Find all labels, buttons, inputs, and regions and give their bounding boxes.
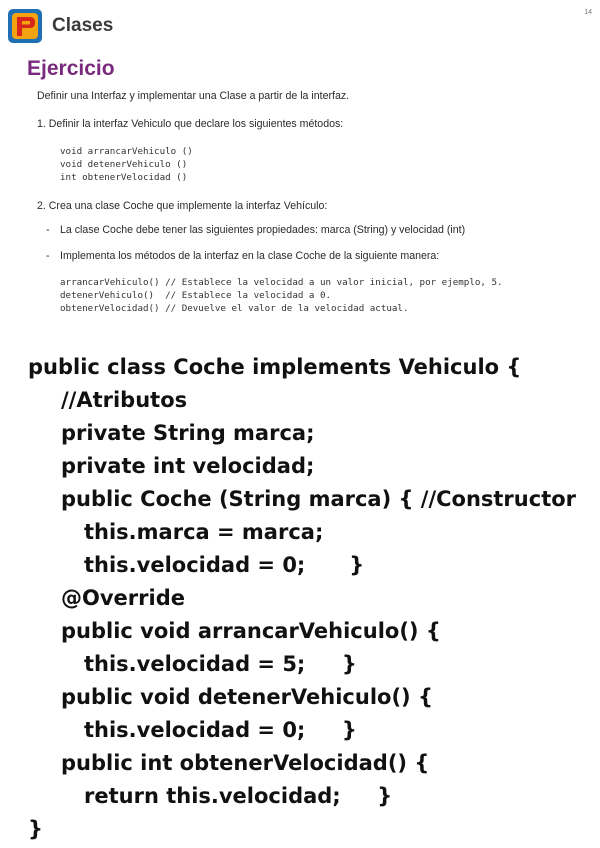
interface-method: void arrancarVehiculo () xyxy=(60,146,193,157)
code-line: this.velocidad = 5; } xyxy=(84,652,357,676)
code-line: private String marca; xyxy=(61,421,315,445)
code-line: public Coche (String marca) { //Constructor xyxy=(61,487,577,511)
logo-icon xyxy=(8,9,42,43)
code-line: this.marca = marca; xyxy=(84,520,324,544)
code-line: @Override xyxy=(61,586,185,610)
bullet-dash: - xyxy=(46,250,50,262)
impl-line: arrancarVehiculo() // Establece la velocidad a un valor inicial, por ejemplo, 5. xyxy=(60,277,503,288)
impl-line: detenerVehiculo() // Establece la velocidad a 0. xyxy=(60,290,332,301)
page-number: 14 xyxy=(584,9,592,16)
code-line: //Atributos xyxy=(61,388,188,412)
step-2: 2. Crea una clase Coche que implemente la interfaz Vehículo: xyxy=(37,200,328,212)
code-line: this.velocidad = 0; } xyxy=(84,718,357,742)
bullet-dash: - xyxy=(46,224,50,236)
code-line: this.velocidad = 0; } xyxy=(84,553,365,577)
code-line: } xyxy=(28,817,43,841)
bullet-item: La clase Coche debe tener las siguientes propiedades: marca (String) y velocidad (int) xyxy=(60,224,466,236)
header-title: Clases xyxy=(52,15,114,36)
code-line: public void detenerVehiculo() { xyxy=(61,685,433,709)
code-line: public int obtenerVelocidad() { xyxy=(61,751,430,775)
code-block xyxy=(28,351,576,846)
code-line: return this.velocidad; } xyxy=(84,784,393,808)
bullet-item: Implementa los métodos de la interfaz en la clase Coche de la siguiente manera: xyxy=(60,250,440,262)
impl-line: obtenerVelocidad() // Devuelve el valor de la velocidad actual. xyxy=(60,303,409,314)
interface-method: int obtenerVelocidad () xyxy=(60,172,188,183)
interface-method: void detenerVehiculo () xyxy=(60,159,188,170)
exercise-intro: Definir una Interfaz y implementar una Clase a partir de la interfaz. xyxy=(37,90,350,102)
code-line: public class Coche implements Vehiculo { xyxy=(28,355,522,379)
step-1: 1. Definir la interfaz Vehiculo que declare los siguientes métodos: xyxy=(37,118,344,130)
exercise-title: Ejercicio xyxy=(27,57,115,80)
code-line: private int velocidad; xyxy=(61,454,315,478)
code-line: public void arrancarVehiculo() { xyxy=(61,619,441,643)
